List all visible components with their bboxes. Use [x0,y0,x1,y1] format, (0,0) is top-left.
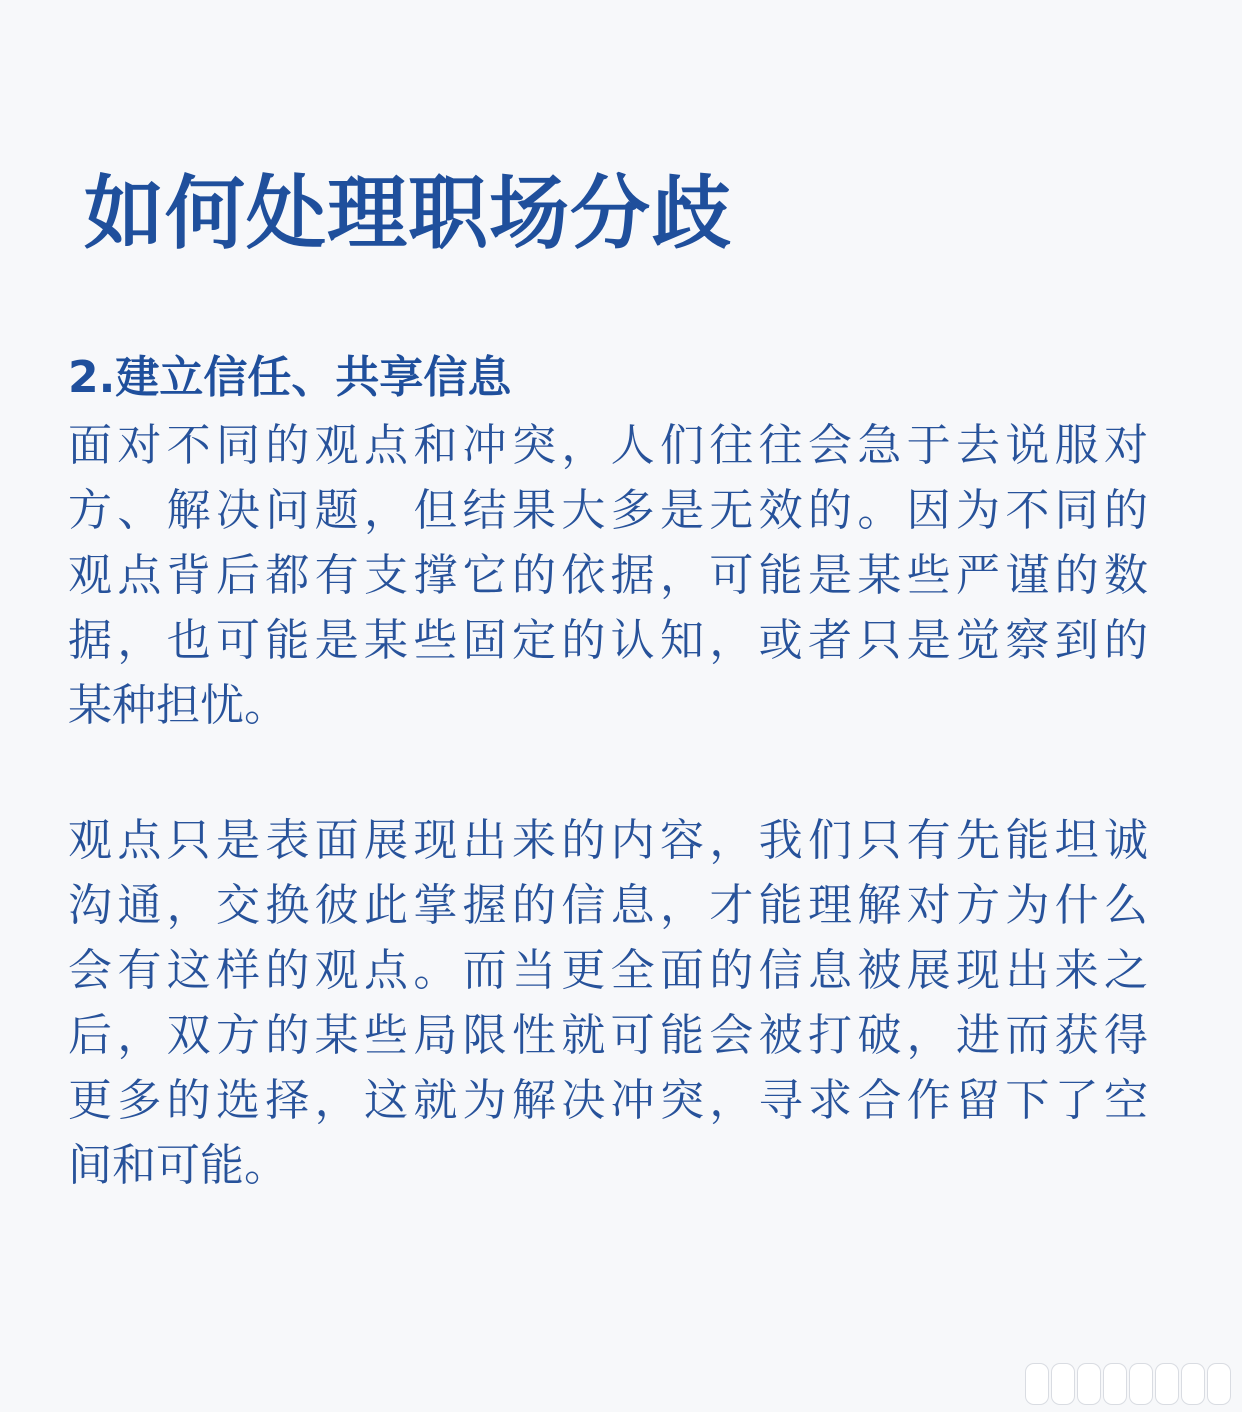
section-heading: 2.建立信任、共享信息 [68,351,512,403]
paragraph-1-line: 面对不同的观点和冲突，人们往往会急于去说服对 [68,420,1148,471]
paragraph-1 [68,413,1148,738]
paragraph-1-line: 方、解决问题，但结果大多是无效的。因为不同的 [68,485,1148,536]
paragraph-2-line: 会有这样的观点。而当更全面的信息被展现出来之 [68,945,1148,996]
paragraph-1-line: 观点背后都有支撑它的依据，可能是某些严谨的数 [68,550,1148,601]
watermark-block [1104,1364,1126,1404]
paragraph-2-line: 间和可能。 [68,1140,288,1191]
page-title: 如何处理职场分歧 [84,166,732,260]
paragraph-2-line: 更多的选择，这就为解决冲突，寻求合作留下了空 [68,1075,1148,1126]
paragraph-2-line: 沟通，交换彼此掌握的信息，才能理解对方为什么 [68,880,1148,931]
paragraph-2-line: 观点只是表面展现出来的内容，我们只有先能坦诚 [68,815,1148,866]
watermark-block [1130,1364,1152,1404]
watermark-block [1208,1364,1230,1404]
paragraph-2-line: 后，双方的某些局限性就可能会被打破，进而获得 [68,1010,1148,1061]
paragraph-1-line: 某种担忧。 [68,680,288,731]
watermark-block [1026,1364,1048,1404]
watermark [1026,1364,1230,1404]
watermark-block [1078,1364,1100,1404]
watermark-block [1156,1364,1178,1404]
paragraph-2 [68,808,1148,1198]
watermark-block [1052,1364,1074,1404]
watermark-block [1182,1364,1204,1404]
paragraph-1-line: 据，也可能是某些固定的认知，或者只是觉察到的 [68,615,1148,666]
